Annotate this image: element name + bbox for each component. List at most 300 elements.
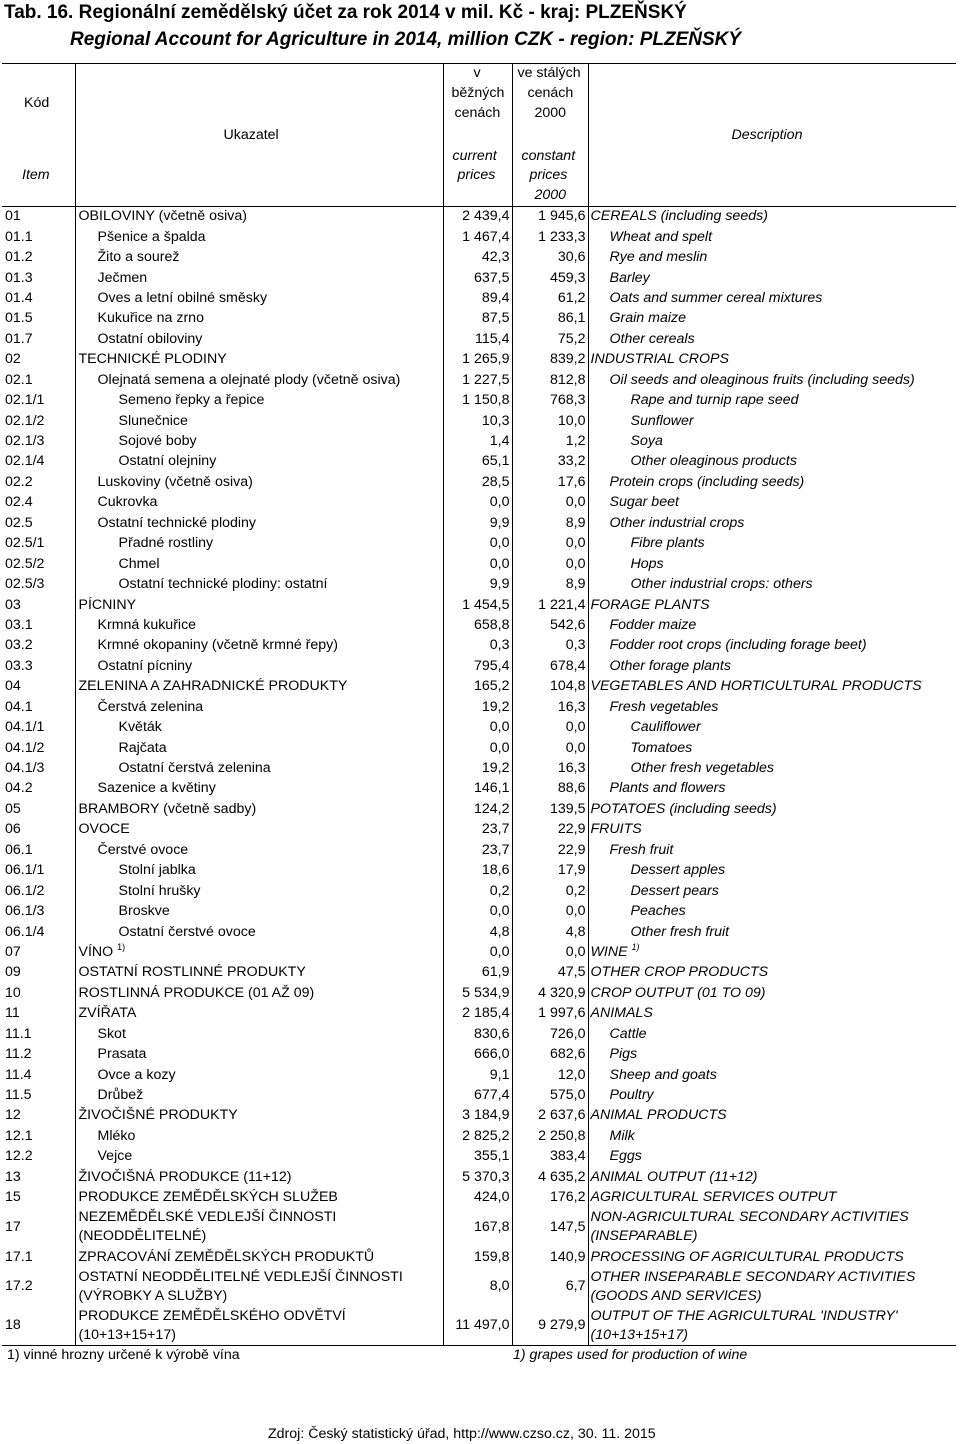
row-description-text: ANIMAL OUTPUT (11+12) [590, 1168, 758, 1185]
row-code-text: 02.1/2 [5, 412, 45, 429]
table-row [2, 1044, 956, 1064]
row-description-text: WINE [590, 943, 628, 960]
row-description [588, 881, 956, 901]
row-current-prices [443, 390, 512, 410]
row-name-text: Krmná kukuřice [97, 616, 197, 633]
row-current-prices [443, 574, 512, 594]
row-constant-prices-text: 22,9 [557, 841, 586, 858]
row-code-text: 03.1 [5, 616, 33, 633]
row-description-text: CEREALS (including seeds) [590, 208, 768, 225]
row-description [588, 758, 956, 778]
row-code [2, 1024, 75, 1044]
row-name [75, 820, 443, 840]
row-description [588, 983, 956, 1003]
table-row [2, 1126, 956, 1146]
row-current-prices-text: 2 439,4 [462, 208, 510, 225]
row-constant-prices-text: 542,6 [549, 616, 586, 633]
row-constant-prices-text: 2 250,8 [538, 1127, 586, 1144]
row-current-prices-text: 4,8 [489, 923, 510, 940]
row-current-prices [443, 738, 512, 758]
row-current-prices [443, 963, 512, 983]
row-name-text: Luskoviny (včetně osiva) [97, 473, 253, 490]
header-constant-en-3: 2000 [534, 187, 567, 203]
row-name [75, 1044, 443, 1064]
row-current-prices-text: 0,3 [489, 637, 510, 654]
row-description-text: Eggs [609, 1148, 642, 1165]
row-name-text: ZVÍŘATA [78, 1005, 137, 1022]
row-description-text: Cattle [609, 1025, 647, 1042]
row-name [75, 309, 443, 329]
row-name-text: ROSTLINNÁ PRODUKCE (01 AŽ 09) [78, 984, 315, 1001]
row-current-prices-text: 9,9 [489, 514, 510, 531]
row-current-prices [443, 411, 512, 431]
table-row [2, 942, 956, 962]
row-constant-prices-text: 8,9 [565, 576, 586, 593]
row-current-prices [443, 513, 512, 533]
row-name-text: Chmel [118, 555, 160, 572]
row-code-text: 02.1/4 [5, 453, 45, 470]
row-constant-prices-text: 0,0 [565, 739, 586, 756]
row-name [75, 534, 443, 554]
row-constant-prices [512, 636, 588, 656]
table-row [2, 493, 956, 513]
row-description [588, 431, 956, 451]
row-description [588, 534, 956, 554]
row-current-prices-text: 0,0 [489, 535, 510, 552]
row-description-text: Grain maize [609, 310, 686, 327]
table-row [2, 963, 956, 983]
row-current-prices-text: 23,7 [481, 841, 510, 858]
row-code-text: 06.1/1 [5, 862, 45, 879]
row-name [75, 779, 443, 799]
row-constant-prices-text: 1 221,4 [538, 596, 586, 613]
row-current-prices-text: 28,5 [481, 473, 510, 490]
row-current-prices [443, 820, 512, 840]
table-row [2, 554, 956, 574]
row-current-prices [443, 1167, 512, 1187]
row-constant-prices [512, 1004, 588, 1024]
row-code [2, 1208, 75, 1247]
row-current-prices-text: 424,0 [473, 1189, 510, 1206]
header-description [588, 64, 956, 207]
row-current-prices-text: 1 227,5 [462, 371, 510, 388]
row-code-text: 01.4 [5, 289, 33, 306]
header-code-en: Item [22, 167, 50, 183]
row-code-text: 02.5/1 [5, 535, 45, 552]
header-description-label: Description [731, 127, 803, 143]
row-current-prices-text: 1 265,9 [462, 351, 510, 368]
row-description [588, 452, 956, 472]
row-code [2, 207, 75, 227]
table-row [2, 431, 956, 451]
row-current-prices-text: 115,4 [475, 330, 510, 347]
row-code-text: 03.2 [5, 637, 33, 654]
row-current-prices [443, 717, 512, 737]
row-name [75, 656, 443, 676]
row-description-text: Other fresh vegetables [630, 760, 775, 777]
row-description [588, 513, 956, 533]
row-description-text: Rape and turnip rape seed [630, 392, 799, 409]
row-constant-prices [512, 1044, 588, 1064]
row-description [588, 309, 956, 329]
row-constant-prices [512, 411, 588, 431]
row-current-prices-text: 355,1 [473, 1148, 510, 1165]
row-code [2, 963, 75, 983]
row-description [588, 288, 956, 308]
row-description [588, 1004, 956, 1024]
row-name [75, 717, 443, 737]
row-constant-prices [512, 288, 588, 308]
row-current-prices [443, 534, 512, 554]
row-name [75, 861, 443, 881]
row-description-text: VEGETABLES AND HORTICULTURAL PRODUCTS [590, 678, 922, 695]
row-name-text: PRODUKCE ZEMĚDĚLSKÉHO ODVĚTVÍ (10+13+15+17) [78, 1307, 346, 1343]
row-current-prices-text: 0,0 [489, 943, 510, 960]
row-constant-prices-text: 1,2 [565, 433, 586, 450]
row-current-prices-text: 1 150,8 [462, 392, 510, 409]
table-row [2, 288, 956, 308]
row-constant-prices [512, 309, 588, 329]
row-constant-prices-text: 147,5 [549, 1218, 586, 1235]
table-row [2, 820, 956, 840]
row-current-prices [443, 1267, 512, 1306]
row-description [588, 901, 956, 921]
row-code-text: 05 [5, 800, 21, 817]
row-constant-prices-text: 678,4 [549, 657, 586, 674]
row-code [2, 901, 75, 921]
row-code [2, 227, 75, 247]
row-code-text: 01.7 [5, 330, 33, 347]
row-constant-prices-text: 0,0 [565, 494, 586, 511]
row-constant-prices [512, 963, 588, 983]
row-constant-prices [512, 738, 588, 758]
table-row [2, 1247, 956, 1267]
row-code-text: 06.1/2 [5, 882, 45, 899]
row-description-text: OTHER CROP PRODUCTS [590, 964, 769, 981]
row-description-text: Fodder maize [609, 616, 697, 633]
row-code-text: 04 [5, 678, 21, 695]
row-code-text: 11.5 [5, 1087, 32, 1104]
row-code-text: 15 [5, 1189, 21, 1206]
row-current-prices-text: 42,3 [481, 249, 510, 266]
footnote-marker: 1) [117, 941, 126, 952]
row-code-text: 11.1 [5, 1025, 32, 1042]
row-constant-prices [512, 1065, 588, 1085]
row-constant-prices [512, 1188, 588, 1208]
row-name-text: Skot [97, 1025, 126, 1042]
row-name [75, 697, 443, 717]
source-note: Zdroj: Český statistický úřad, http://www.czso.cz, 30. 11. 2015 [268, 1426, 656, 1442]
row-constant-prices-text: 176,2 [549, 1189, 586, 1206]
row-description [588, 656, 956, 676]
row-name [75, 227, 443, 247]
row-constant-prices [512, 1126, 588, 1146]
row-name-text: ŽIVOČIŠNÉ PRODUKTY [78, 1107, 238, 1124]
row-description-text: CROP OUTPUT (01 TO 09) [590, 984, 766, 1001]
row-current-prices-text: 146,1 [473, 780, 510, 797]
row-name [75, 677, 443, 697]
table-title-en: Regional Account for Agriculture in 2014, million CZK - region: PLZEŇSKÝ [70, 29, 742, 50]
row-name [75, 1106, 443, 1126]
row-constant-prices [512, 574, 588, 594]
header-constant-en-1: constant [521, 148, 576, 164]
row-current-prices [443, 1106, 512, 1126]
row-constant-prices [512, 227, 588, 247]
row-name-text: Ovce a kozy [97, 1066, 176, 1083]
row-constant-prices [512, 901, 588, 921]
row-constant-prices [512, 799, 588, 819]
header-current-en-2: prices [457, 167, 496, 183]
row-name-text: Stolní hrušky [118, 882, 201, 899]
row-description-text: NON-AGRICULTURAL SECONDARY ACTIVITIES (INSEPARABLE) [590, 1209, 909, 1245]
row-description-text: Protein crops (including seeds) [609, 473, 805, 490]
row-name-text: BRAMBORY (včetně sadby) [78, 800, 257, 817]
row-constant-prices [512, 840, 588, 860]
row-description [588, 677, 956, 697]
row-current-prices [443, 268, 512, 288]
row-constant-prices [512, 247, 588, 267]
row-current-prices-text: 65,1 [481, 453, 510, 470]
row-current-prices [443, 1024, 512, 1044]
table-row [2, 411, 956, 431]
row-name-text: OSTATNÍ ROSTLINNÉ PRODUKTY [78, 964, 306, 981]
row-constant-prices [512, 1085, 588, 1105]
row-code-text: 03 [5, 596, 21, 613]
row-name [75, 513, 443, 533]
row-description [588, 738, 956, 758]
row-description-text: Other forage plants [609, 657, 731, 674]
row-current-prices [443, 370, 512, 390]
row-current-prices [443, 942, 512, 962]
row-description [588, 329, 956, 349]
row-current-prices-text: 830,6 [473, 1025, 510, 1042]
row-description-text: Other industrial crops [609, 514, 745, 531]
row-name [75, 738, 443, 758]
row-current-prices-text: 1 454,5 [462, 596, 510, 613]
table-row [2, 1167, 956, 1187]
row-current-prices-text: 19,2 [481, 698, 510, 715]
row-code [2, 513, 75, 533]
row-code [2, 717, 75, 737]
header-current-cz-3: cenách [454, 105, 501, 121]
row-constant-prices [512, 370, 588, 390]
row-constant-prices [512, 350, 588, 370]
row-description-text: Fresh fruit [609, 841, 674, 858]
row-constant-prices [512, 717, 588, 737]
row-name [75, 574, 443, 594]
row-code-text: 12.1 [5, 1127, 33, 1144]
row-constant-prices [512, 656, 588, 676]
row-current-prices-text: 677,4 [473, 1087, 510, 1104]
table-title-cz: Tab. 16. Regionální zemědělský účet za rok 2014 v mil. Kč - kraj: PLZEŇSKÝ [4, 2, 687, 23]
row-current-prices-text: 637,5 [473, 269, 510, 286]
row-code-text: 13 [5, 1168, 21, 1185]
row-constant-prices [512, 207, 588, 227]
row-description-text: POTATOES (including seeds) [590, 800, 777, 817]
row-description-text: Sheep and goats [609, 1066, 717, 1083]
row-current-prices-text: 159,8 [473, 1248, 510, 1265]
row-description-text: Sunflower [630, 412, 694, 429]
row-code-text: 04.1/2 [5, 739, 45, 756]
row-description-text: PROCESSING OF AGRICULTURAL PRODUCTS [590, 1248, 904, 1265]
row-description-text: Fodder root crops (including forage beet) [609, 637, 867, 654]
row-constant-prices-text: 22,9 [557, 821, 586, 838]
row-code [2, 452, 75, 472]
row-name [75, 1306, 443, 1345]
row-constant-prices [512, 922, 588, 942]
table-row [2, 922, 956, 942]
header-current-cz-2: běžných [451, 85, 505, 101]
row-description-text: Pigs [609, 1046, 638, 1063]
row-code [2, 758, 75, 778]
row-name-text: PÍCNINY [78, 596, 137, 613]
row-constant-prices-text: 75,2 [557, 330, 586, 347]
row-code [2, 1267, 75, 1306]
row-name-text: Sojové boby [118, 433, 197, 450]
table-row [2, 574, 956, 594]
row-description-text: Other oleaginous products [630, 453, 797, 470]
row-name-text: Vejce [97, 1148, 133, 1165]
row-constant-prices-text: 8,9 [565, 514, 586, 531]
table-body [2, 207, 956, 1346]
row-code [2, 574, 75, 594]
row-description-text: Cauliflower [630, 719, 701, 736]
row-code-text: 02 [5, 351, 21, 368]
row-name [75, 431, 443, 451]
table-row [2, 799, 956, 819]
row-name-text: Rajčata [118, 739, 167, 756]
row-code-text: 12.2 [5, 1148, 33, 1165]
row-name-text: Olejnatá semena a olejnaté plody (včetně osiva) [97, 371, 401, 388]
row-code [2, 1044, 75, 1064]
header-indicator-label: Ukazatel [223, 127, 279, 143]
row-current-prices-text: 8,0 [489, 1278, 510, 1295]
row-current-prices [443, 329, 512, 349]
row-description-text: Plants and flowers [609, 780, 726, 797]
row-current-prices-text: 23,7 [481, 821, 510, 838]
row-constant-prices-text: 575,0 [549, 1087, 586, 1104]
row-description [588, 1085, 956, 1105]
row-code-text: 06.1/4 [5, 923, 45, 940]
row-constant-prices-text: 86,1 [557, 310, 586, 327]
row-constant-prices [512, 677, 588, 697]
row-current-prices [443, 452, 512, 472]
row-code [2, 268, 75, 288]
row-code [2, 431, 75, 451]
row-current-prices-text: 0,0 [489, 903, 510, 920]
table-row [2, 1208, 956, 1247]
row-constant-prices-text: 0,0 [565, 719, 586, 736]
row-name-text: Ostatní obiloviny [97, 330, 203, 347]
row-description-text: Hops [630, 555, 664, 572]
row-name-text: Kukuřice na zrno [97, 310, 204, 327]
row-constant-prices [512, 554, 588, 574]
row-name-text: Ostatní pícniny [97, 657, 193, 674]
row-description [588, 717, 956, 737]
row-name-text: ZELENINA A ZAHRADNICKÉ PRODUKTY [78, 678, 348, 695]
row-code [2, 1126, 75, 1146]
row-constant-prices [512, 513, 588, 533]
row-constant-prices [512, 472, 588, 492]
row-name-text: Slunečnice [118, 412, 188, 429]
table-row [2, 677, 956, 697]
table-row [2, 309, 956, 329]
row-constant-prices [512, 1024, 588, 1044]
row-description-text: Oil seeds and oleaginous fruits (including seeds) [609, 371, 915, 388]
row-code [2, 247, 75, 267]
row-code [2, 799, 75, 819]
row-code [2, 983, 75, 1003]
table-header-row [2, 64, 956, 207]
row-current-prices [443, 431, 512, 451]
row-current-prices-text: 5 534,9 [462, 984, 510, 1001]
table-row [2, 1188, 956, 1208]
row-code [2, 493, 75, 513]
row-name [75, 1024, 443, 1044]
row-name-text: OSTATNÍ NEODDĚLITELNÉ VEDLEJŠÍ ČINNOSTI (VÝROBKY A SLUŽBY) [78, 1268, 403, 1304]
row-constant-prices-text: 104,8 [549, 678, 586, 695]
row-constant-prices-text: 2 637,6 [538, 1107, 586, 1124]
row-constant-prices-text: 139,5 [549, 800, 586, 817]
row-description-text: OUTPUT OF THE AGRICULTURAL 'INDUSTRY' (10+13+15+17) [590, 1307, 898, 1343]
row-description-text: Other cereals [609, 330, 695, 347]
row-constant-prices [512, 758, 588, 778]
row-code-text: 01.3 [5, 269, 33, 286]
row-name-text: OVOCE [78, 821, 130, 838]
table-row [2, 881, 956, 901]
row-name-text: Prasata [97, 1046, 147, 1063]
row-name-text: VÍNO [78, 943, 114, 960]
row-current-prices [443, 309, 512, 329]
row-name-text: Ostatní čerstvá zelenina [118, 760, 271, 777]
row-name-text: Krmné okopaniny (včetně krmné řepy) [97, 637, 339, 654]
row-description [588, 1024, 956, 1044]
row-code [2, 329, 75, 349]
row-code [2, 309, 75, 329]
row-code [2, 656, 75, 676]
row-code-text: 02.1/3 [5, 433, 45, 450]
row-description [588, 1147, 956, 1167]
row-code [2, 779, 75, 799]
table-row [2, 840, 956, 860]
row-name [75, 1004, 443, 1024]
row-description-text: Other industrial crops: others [630, 576, 813, 593]
row-current-prices-text: 18,6 [481, 862, 510, 879]
row-constant-prices [512, 1306, 588, 1345]
row-constant-prices-text: 1 997,6 [538, 1005, 586, 1022]
header-constant-en-2: prices [529, 167, 568, 183]
row-description [588, 820, 956, 840]
row-constant-prices [512, 1267, 588, 1306]
row-constant-prices [512, 493, 588, 513]
row-description-text: ANIMAL PRODUCTS [590, 1107, 727, 1124]
row-constant-prices-text: 17,9 [557, 862, 586, 879]
row-current-prices [443, 247, 512, 267]
table-row [2, 717, 956, 737]
row-description [588, 1065, 956, 1085]
row-constant-prices-text: 16,3 [557, 698, 586, 715]
row-current-prices-text: 658,8 [473, 616, 510, 633]
row-name [75, 1065, 443, 1085]
row-description [588, 370, 956, 390]
row-name-text: Ostatní čerstvé ovoce [118, 923, 256, 940]
row-code-text: 17.1 [5, 1248, 33, 1265]
row-name [75, 636, 443, 656]
row-current-prices [443, 881, 512, 901]
row-constant-prices-text: 88,6 [557, 780, 586, 797]
row-description-text: FRUITS [590, 821, 642, 838]
row-constant-prices-text: 140,9 [549, 1248, 586, 1265]
